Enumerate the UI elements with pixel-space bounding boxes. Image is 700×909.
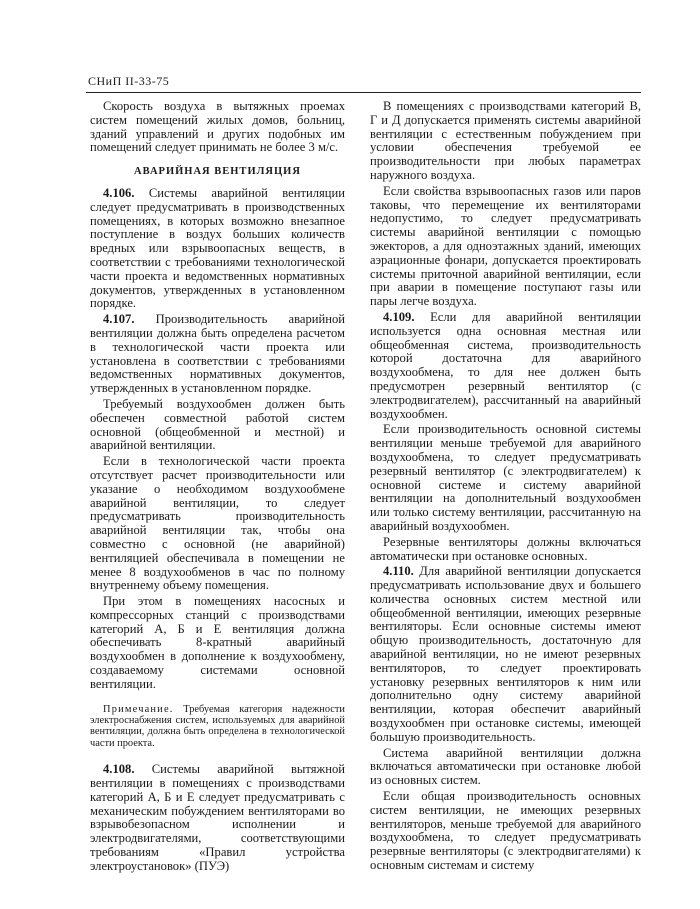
clause-text: Производительность аварийной вентиляции должна быть определена расчетом в технологической части проекта или установлена в соответствии с требованиями ведомственных нормативных документов, утвержденных в установленном порядке. bbox=[90, 312, 345, 396]
clause-4-108 bbox=[90, 763, 345, 873]
right-column bbox=[370, 100, 641, 875]
clause-4-106 bbox=[90, 187, 345, 311]
paragraph-total-capacity: Если общая производительность основных систем вентиляции, не имеющих резервных вентиляторов, меньше требуемой для аварийного воздухообмена, то следует предусматривать резервные вентиляторы (с электродвигателями) к основным системам и систему bbox=[370, 789, 641, 873]
note-label: Примечание. bbox=[103, 703, 174, 715]
paragraph-auto-switch-on: Система аварийной вентиляции должна включаться автоматически при остановке любой из основных систем. bbox=[370, 745, 641, 788]
paragraph-ejectors: Если свойства взрывоопасных газов или паров таковы, что перемещение их вентиляторами недопустимо, то следует предусматривать системы аварийной вентиляции с помощью эжекторов, а для одноэтажных зданий, имеющих аэрационные фонари, допускается проектировать системы приточной аварийной вентиляции, если при аварии в помещение поступают газы или пары легче воздуха. bbox=[370, 183, 641, 309]
clause-number: 4.110. bbox=[383, 564, 414, 579]
paragraph-natural-ventilation: В помещениях с производствами категорий В, Г и Д допускается применять системы аварийной вентиляции с естественным побуждением при условии обеспечения требуемой ее производительности при любых параметрах наружного воздуха. bbox=[370, 99, 641, 182]
paragraph-required-air-exchange: Требуемый воздухообмен должен быть обеспечен совместной работой систем основной (общеобменной и местной) и аварийной вентиляции. bbox=[90, 396, 345, 453]
note bbox=[90, 704, 345, 750]
clause-number: 4.108. bbox=[103, 762, 135, 777]
note-text: Требуемая категория надежности электроснабжения систем, используемых для аварийной вентиляции, должна быть определена в технологической части проекта. bbox=[90, 703, 345, 749]
clause-number: 4.106. bbox=[103, 185, 135, 200]
paragraph-air-speed: Скорость воздуха в вытяжных проемах систем помещений жилых домов, больниц, зданий управлений и других подобных им помещений следует принимать не более 3 м/с. bbox=[90, 99, 345, 155]
clause-text: Если для аварийной вентиляции используется одна основная местная или общеобменная система, производительность которой достаточна для аварийного воздухообмена, то для нее должен быть предусмотрен резервный вентилятор (с электродвигателем), рассчитанный на аварийный воздухообмен. bbox=[370, 309, 641, 421]
clause-4-109 bbox=[370, 311, 641, 421]
clause-number: 4.109. bbox=[383, 309, 415, 324]
header-divider bbox=[86, 92, 641, 93]
left-column bbox=[90, 100, 345, 876]
paragraph-reserve-fans: Резервные вентиляторы должны включаться автоматически при остановке основных. bbox=[370, 534, 641, 563]
paragraph-pump-stations: При этом в помещениях насосных и компрессорных станций с производствами категорий А, Б и Е вентиляция должна обеспечивать 8-кратный аварийный воздухообмен в дополнение к воздухообмену, создаваемому системами основной вентиляции. bbox=[90, 594, 345, 691]
page-header-code: СНиП II-33-75 bbox=[88, 74, 170, 88]
clause-text: Системы аварийной вытяжной вентиляции в помещениях с производствами категорий А, Б и Е следует предусматривать с механическим побуждением вентиляторами во взрывобезопасном исполнении и электродвигателями, соответствующими требованиям «Правил устройства электроустановок» (ПУЭ) bbox=[90, 762, 345, 873]
clause-4-107 bbox=[90, 313, 345, 396]
clause-number: 4.107. bbox=[103, 312, 135, 327]
section-heading-emergency-ventilation: АВАРИЙНАЯ ВЕНТИЛЯЦИЯ bbox=[134, 166, 301, 178]
paragraph-missing-calculation: Если в технологической части проекта отсутствует расчет производительности или указание о необходимом воздухообмене аварийной вентиляции, то следует предусматривать производительность аварийной вентиляции так, чтобы она совместно с основной (не аварийной) вентиляцией обеспечивала в помещении не менее 8 воздухообменов в час по полному внутреннему объему помещения. bbox=[90, 454, 345, 593]
paragraph-insufficient-capacity: Если производительность основной системы вентиляции меньше требуемой для аварийного воздухообмена, то следует предусматривать резервный вентилятор (с электродвигателем) к основной системе и систему аварийной вентиляции на дополнительный воздухообмен или только систему вентиляции, рассчитанную на аварийный воздухообмен. bbox=[370, 422, 641, 533]
clause-text: Системы аварийной вентиляции следует предусматривать в производственных помещениях, в которых возможно внезапное поступление в воздух больших количеств вредных или взрывоопасных веществ, в соответствии с требованиями технологической части проекта и ведомственных нормативных документов, утвержденных в установленном порядке. bbox=[90, 185, 345, 311]
clause-text: Для аварийной вентиляции допускается предусматривать использование двух и большего количества основных систем местной или общеобменной вентиляции, имеющих резервные вентиляторы. Если основные системы имеют общую производительность, достаточную для аварийной вентиляции, но не имеют резервных вентиляторов, то следует проектировать установку резервных вентиляторов к ним или дополнительно одну систему аварийной вентиляции, которая обеспечит аварийный воздухообмен при остановке системы, имеющей большую производительность. bbox=[370, 564, 641, 744]
clause-4-110 bbox=[370, 565, 641, 744]
